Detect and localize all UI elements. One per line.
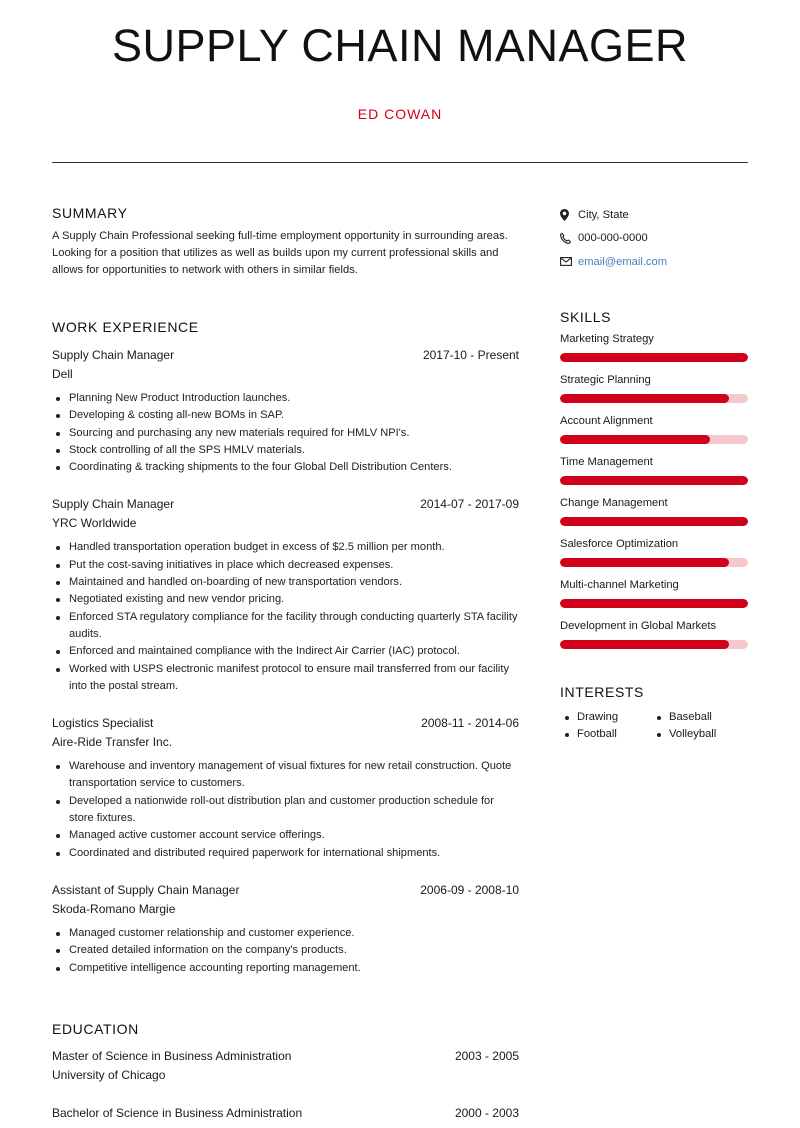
skill-bar — [560, 640, 748, 649]
job-dates: 2006-09 - 2008-10 — [420, 882, 519, 897]
education-degree: Master of Science in Business Administration — [52, 1048, 292, 1063]
skills-section — [560, 309, 748, 649]
job-title: Logistics Specialist — [52, 716, 154, 731]
education-school: University of Chicago — [52, 1067, 166, 1082]
job-bullet: Negotiated existing and new vendor pricing. — [52, 591, 519, 608]
job-entry — [52, 881, 519, 977]
skill-name: Time Management — [560, 455, 653, 468]
header-divider — [52, 162, 748, 163]
interests-heading: INTERESTS — [560, 683, 644, 700]
interest-list — [560, 709, 748, 744]
location-text: City, State — [578, 208, 629, 221]
skill-name: Strategic Planning — [560, 373, 651, 386]
skill-name: Salesforce Optimization — [560, 537, 679, 550]
job-bullet: Put the cost-saving initiatives in place which decreased expenses. — [52, 557, 519, 574]
skill-bar — [560, 517, 748, 526]
phone-icon — [560, 233, 578, 244]
job-bullet: Worked with USPS electronic manifest protocol to ensure mail transferred from our facility into the postal stream. — [52, 661, 519, 696]
skill-bar — [560, 599, 748, 608]
job-entry — [52, 346, 519, 476]
skill-item — [560, 577, 748, 608]
job-entry — [52, 714, 519, 862]
skills-heading: SKILLS — [560, 308, 612, 325]
job-bullet: Managed customer relationship and customer experience. — [52, 925, 519, 942]
skill-item — [560, 372, 748, 403]
resume-title: SUPPLY CHAIN MANAGER — [112, 20, 688, 71]
education-heading: EDUCATION — [52, 1020, 139, 1037]
work-experience-heading: WORK EXPERIENCE — [52, 319, 199, 335]
job-bullet: Enforced and maintained compliance with the Indirect Air Carrier (IAC) protocol. — [52, 643, 519, 660]
sidebar-column — [560, 203, 748, 744]
job-bullets — [52, 539, 519, 695]
email-link[interactable]: email@email.com — [578, 255, 668, 268]
job-list — [52, 346, 519, 977]
job-title: Supply Chain Manager — [52, 497, 175, 512]
skill-item — [560, 495, 748, 526]
contact-section — [560, 203, 748, 274]
skill-bar-fill — [560, 394, 729, 403]
job-title: Assistant of Supply Chain Manager — [52, 882, 240, 897]
job-bullet: Enforced STA regulatory compliance for the facility through conducting quarterly STA facility audits. — [52, 609, 519, 644]
job-bullet: Created detailed information on the company's products. — [52, 942, 519, 959]
job-bullet: Stock controlling of all the SPS HMLV materials. — [52, 442, 519, 459]
job-bullet: Coordinating & tracking shipments to the four Global Dell Distribution Centers. — [52, 459, 519, 476]
skill-bar-fill — [560, 353, 748, 362]
skill-bar — [560, 394, 748, 403]
skill-name: Account Alignment — [560, 414, 653, 427]
job-bullets — [52, 925, 519, 977]
job-bullet: Warehouse and inventory management of visual fixtures for new retail construction. Quote transportation service to customers. — [52, 758, 519, 793]
interests-section — [560, 684, 748, 744]
skill-bar — [560, 353, 748, 362]
job-dates: 2008-11 - 2014-06 — [421, 716, 519, 731]
job-bullet: Coordinated and distributed required paperwork for international shipments. — [52, 845, 519, 862]
job-company: Aire-Ride Transfer Inc. — [52, 735, 173, 750]
job-bullet: Planning New Product Introduction launches. — [52, 390, 519, 407]
skill-name: Marketing Strategy — [560, 332, 654, 345]
skill-name: Development in Global Markets — [560, 619, 717, 632]
job-company: YRC Worldwide — [52, 516, 137, 531]
job-bullet: Managed active customer account service offerings. — [52, 827, 519, 844]
skill-bar — [560, 435, 748, 444]
skill-list — [560, 331, 748, 649]
interest-item: Baseball — [652, 709, 744, 727]
skill-bar-fill — [560, 599, 748, 608]
education-item — [52, 1047, 519, 1084]
skill-bar-fill — [560, 517, 748, 526]
skill-name: Multi-channel Marketing — [560, 578, 679, 591]
skill-bar-fill — [560, 435, 710, 444]
skill-item — [560, 618, 748, 649]
job-bullets — [52, 758, 519, 862]
job-bullet: Developed a nationwide roll-out distribution plan and customer production schedule for store fixtures. — [52, 793, 519, 828]
job-entry — [52, 495, 519, 695]
skill-bar-fill — [560, 640, 729, 649]
skill-bar-fill — [560, 476, 748, 485]
interest-item: Drawing — [560, 709, 652, 727]
main-column — [52, 205, 519, 1122]
education-section — [52, 1021, 519, 1122]
work-experience-section — [52, 319, 519, 977]
skill-item — [560, 331, 748, 362]
job-bullet: Competitive intelligence accounting reporting management. — [52, 960, 519, 977]
skill-bar — [560, 476, 748, 485]
job-bullets — [52, 390, 519, 476]
skill-bar-fill — [560, 558, 729, 567]
job-bullet: Developing & costing all-new BOMs in SAP. — [52, 407, 519, 424]
map-pin-icon — [560, 209, 578, 221]
job-bullet: Handled transportation operation budget in excess of $2.5 million per month. — [52, 539, 519, 556]
skill-bar — [560, 558, 748, 567]
interest-item: Volleyball — [652, 726, 744, 744]
skill-item — [560, 536, 748, 567]
job-dates: 2014-07 - 2017-09 — [420, 497, 519, 512]
phone-text: 000-000-0000 — [578, 232, 648, 245]
contact-email[interactable] — [560, 250, 748, 274]
skill-item — [560, 413, 748, 444]
contact-location — [560, 203, 748, 227]
job-bullet: Maintained and handled on-boarding of new transportation vendors. — [52, 574, 519, 591]
envelope-icon — [560, 257, 578, 266]
summary-text: A Supply Chain Professional seeking full-time employment opportunity in surrounding areas. Looking for a position that utilizes as well as builds upon my current professional skills and allows for opportunities to network with others in similar fields. — [52, 230, 508, 276]
summary-section — [52, 205, 519, 279]
interest-item: Football — [560, 726, 652, 744]
contact-phone — [560, 227, 748, 251]
education-item — [52, 1104, 519, 1122]
education-dates: 2000 - 2003 — [454, 1105, 519, 1120]
summary-heading: SUMMARY — [52, 205, 128, 221]
job-dates: 2017-10 - Present — [422, 348, 519, 362]
job-bullet: Sourcing and purchasing any new materials required for HMLV NPI's. — [52, 425, 519, 442]
job-company: Dell — [52, 367, 73, 381]
job-company: Skoda-Romano Margie — [52, 901, 176, 916]
skill-name: Change Management — [560, 496, 668, 509]
education-degree: Bachelor of Science in Business Administration — [52, 1105, 303, 1120]
job-title: Supply Chain Manager — [52, 348, 175, 362]
education-dates: 2003 - 2005 — [454, 1048, 519, 1063]
skill-item — [560, 454, 748, 485]
candidate-name: ED COWAN — [357, 106, 443, 122]
